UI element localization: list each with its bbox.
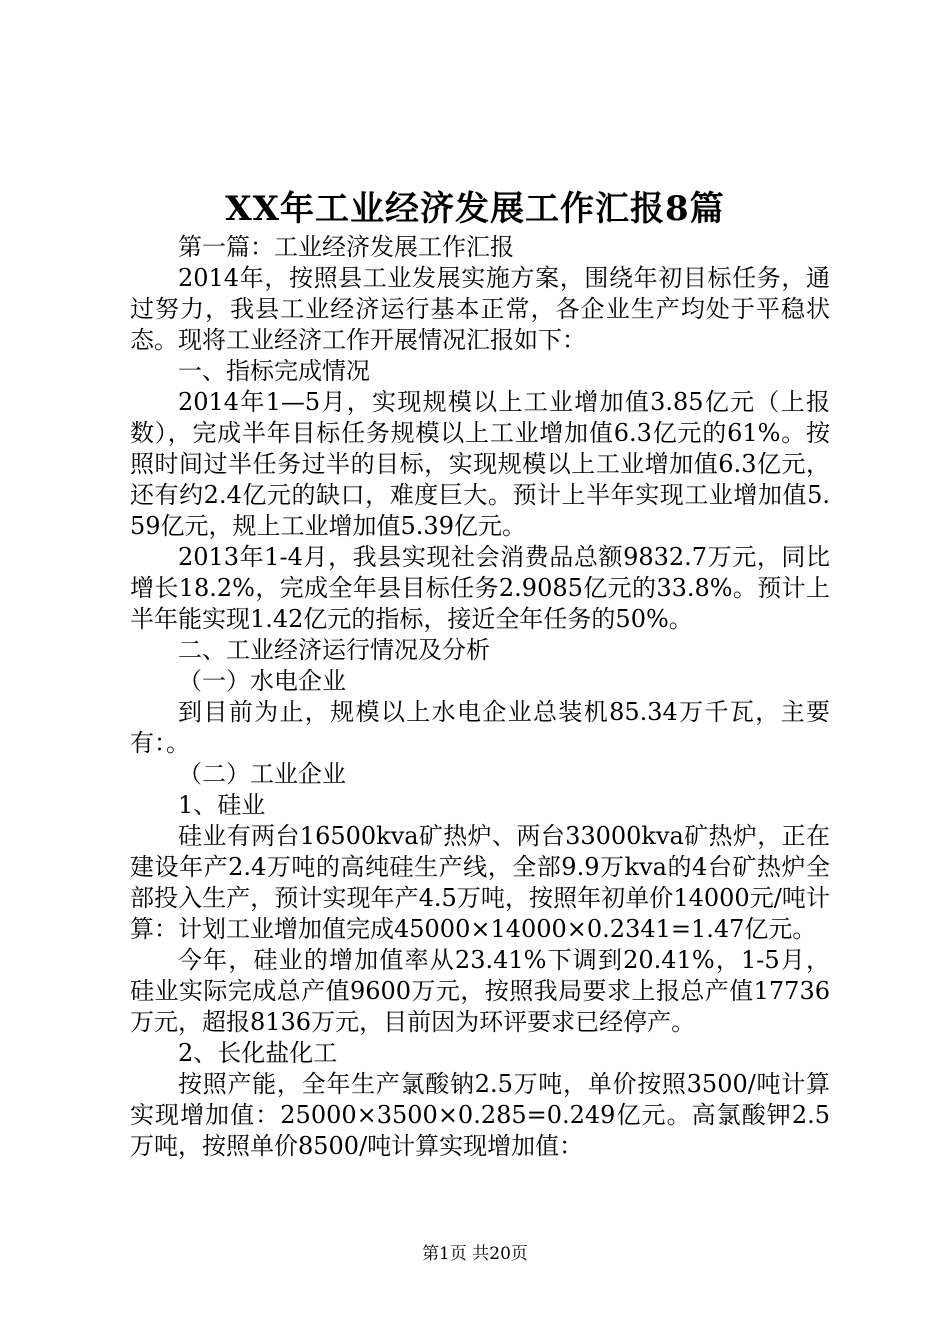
section-heading: 第一篇：工业经济发展工作汇报 (178, 233, 514, 261)
subsection-heading: 1、硅业 (178, 791, 266, 819)
subsection-heading: （一）水电企业 (178, 667, 346, 695)
subsection-heading: 2、长化盐化工 (178, 1039, 338, 1067)
paragraph: 2013年1-4月，我县实现社会消费品总额9832.7万元，同比增长18.2%，完成全年县目标任务2.9085亿元的33.8%。预计上半年能实现1.42亿元的指标，接近全年任务的50%。 (130, 543, 830, 633)
page-footer: 第1页 共20页 (422, 1244, 528, 1264)
document-body (130, 232, 830, 1162)
paragraph: 今年，硅业的增加值率从23.41%下调到20.41%，1-5月，硅业实际完成总产值9600万元，按照我局要求上报总产值17736万元，超报8136万元，目前因为环评要求已经停产。 (130, 946, 830, 1036)
paragraph: 硅业有两台16500kva矿热炉、两台33000kva矿热炉，正在建设年产2.4万吨的高纯硅生产线，全部9.9万kva的4台矿热炉全部投入生产，预计实现年产4.5万吨，按照年初单价14000元/吨计算：计划工业增加值完成45000×14000×0.2341=1.47亿元。 (130, 822, 830, 943)
section-heading: 二、工业经济运行情况及分析 (178, 636, 490, 664)
paragraph: 按照产能，全年生产氯酸钠2.5万吨，单价按照3500/吨计算实现增加值：25000×3500×0.285=0.249亿元。高氯酸钾2.5万吨，按照单价8500/吨计算实现增加值： (130, 1070, 830, 1160)
paragraph: 2014年1—5月，实现规模以上工业增加值3.85亿元（上报数），完成半年目标任务规模以上工业增加值6.3亿元的61%。按照时间过半任务过半的目标，实现规模以上工业增加值6.3亿元，还有约2.4亿元的缺口，难度巨大。预计上半年实现工业增加值5.59亿元，规上工业增加值5.39亿元。 (130, 388, 830, 540)
paragraph: 2014年，按照县工业发展实施方案，围绕年初目标任务，通过努力，我县工业经济运行基本正常，各企业生产均处于平稳状态。现将工业经济工作开展情况汇报如下： (130, 264, 830, 354)
section-heading: 一、指标完成情况 (178, 357, 370, 385)
subsection-heading: （二）工业企业 (178, 760, 346, 788)
paragraph: 到目前为止，规模以上水电企业总装机85.34万千瓦，主要有：。 (130, 698, 830, 757)
document-title: XX年工业经济发展工作汇报8篇 (225, 189, 725, 229)
